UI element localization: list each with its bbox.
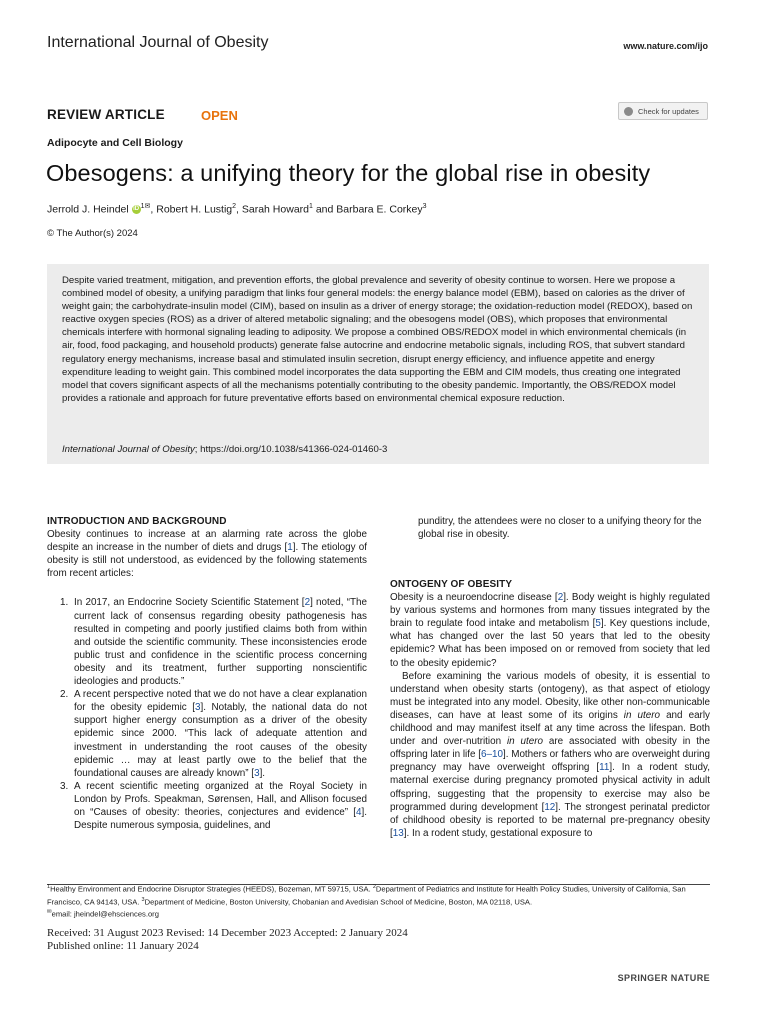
doi-link[interactable]: ; https://doi.org/10.1038/s41366-024-01460-3 bbox=[194, 444, 388, 455]
abstract-box bbox=[47, 264, 709, 464]
copyright: © The Author(s) 2024 bbox=[47, 228, 138, 239]
abstract-text: Despite varied treatment, mitigation, and prevention efforts, the global prevalence and severity of obesity continue to worsen. Here we propose a combined model of obesity, a unifying paradigm that links four general models: the energy balance model (EBM), based on calories as the driver of weight gain; the carbohydrate-insulin model (CIM), based on insulin as a driver of energy storage; the oxidation-reduction model (REDOX), based on reactive oxygen species (ROS) as a driver of altered metabolic signaling; and the obesogens model (OBS), which proposes that environmental chemicals interfere with hormonal signaling leading to adiposity. We propose a combined OBS/REDOX model in which environmental chemicals (in air, food, food packaging, and household products) generate false autocrine and endocrine metabolic signals, including ROS, that subvert standard regulatory energy mechanisms, increase basal and stimulated insulin secretion, disrupt energy efficiency, and influence appetite and energy expenditure leading to weight gain. This combined model incorporates the data supporting the EBM and CIM models, thus creating one integrated model that covers significant aspects of all the mechanisms potentially contributing to the obesity pandemic. Importantly, the OBS/REDOX model provides a rationale and approach for future preventative efforts based on environmental chemical exposure reduction. bbox=[62, 275, 693, 404]
envelope-icon[interactable]: ✉ bbox=[144, 203, 151, 210]
article-title: Obesogens: a unifying theory for the global rise in obesity bbox=[46, 160, 651, 186]
author-email[interactable]: email: jheindel@ehsciences.org bbox=[51, 909, 159, 919]
reference-link[interactable]: 3 bbox=[254, 767, 260, 779]
list-item: 3. A recent scientific meeting organized at the Royal Society in London by Profs. Speakman, Sørensen, Hall, and Allison focused on “Causes of obesity: theories, conjectures and evidence” [4]. Despite numerous symposia, guidelines, and bbox=[71, 780, 367, 832]
author-list: Jerrold J. Heindel iD $^{1✉}$, Robert H. Lustig$^2$, Sarah Howard$^1$ and Barbara E. Corkey$^3$ bbox=[47, 203, 427, 216]
reference-link[interactable]: 3 bbox=[194, 702, 201, 714]
publisher-logo: SPRINGER NATURE bbox=[617, 973, 710, 983]
reference-link[interactable]: 2 bbox=[557, 592, 564, 604]
received-dates: Received: 31 August 2023 Revised: 14 December 2023 Accepted: 2 January 2024 bbox=[47, 927, 408, 939]
check-updates-icon bbox=[624, 107, 633, 116]
journal-url-link[interactable]: www.nature.com/ijo bbox=[623, 41, 708, 51]
published-date: Published online: 11 January 2024 bbox=[47, 940, 199, 952]
right-column-top bbox=[390, 515, 710, 541]
author-link[interactable]: Sarah Howard bbox=[241, 203, 309, 216]
open-access-label: OPEN bbox=[201, 108, 238, 123]
affil-sup: 1 bbox=[140, 203, 145, 210]
ontogeny-paragraph: Before examining the various models of obesity, it is essential to understand when obesity starts (ontogeny), as that aspect of etiology must be integrated into any model. Obesity, like other non-communicable diseases, can have at least some of its origins in utero and early childhood and may manifest itself at any time across the lifespan. Both under and over-nutrition in utero are associated with obesity in the offspring later in life [6–10]. Mothers or fathers who are overweight during pregnancy may have overweight offspring [11]. In a rodent study, maternal exercise during pregnancy promoted physical activity in adult offspring, suggesting that the propensity to exercise may also be programmed during development [12]. The strongest perinatal predictor of childhood obesity is reported to be maternal pre-pregnancy obesity [13]. In a rodent study, gestational exposure to bbox=[390, 670, 710, 839]
journal-title: International Journal of Obesity bbox=[47, 34, 269, 51]
reference-link[interactable]: 13 bbox=[392, 827, 404, 839]
affil-sup: 1 bbox=[309, 203, 313, 210]
reference-link[interactable]: 5 bbox=[595, 618, 601, 630]
ontogeny-section bbox=[390, 578, 710, 840]
envelope-icon: ✉ bbox=[47, 909, 52, 916]
author-link[interactable]: Barbara E. Corkey bbox=[336, 203, 423, 216]
article-dates bbox=[47, 927, 408, 953]
list-item-continuation: punditry, the attendees were no closer to a unifying theory for the global rise in obesity. bbox=[418, 516, 702, 541]
intro-paragraph: Obesity continues to increase at an alarming rate across the globe despite an increase in the number of diets and drugs [1]. The etiology of obesity is still not understood, as evidenced by the following statements from recent articles: bbox=[47, 529, 367, 580]
reference-link[interactable]: 6–10 bbox=[481, 749, 503, 761]
affiliations: $^1$Healthy Environment and Endocrine Disruptor Strategies (HEEDS), Bozeman, MT 59715, USA. $^2$Department of Pediatrics and Institute for Health Policy Studies, University of California, San Francisco, CA 94143, USA. $^3$Department of Medicine, Boston University, Chobanian and Avedisian School of Medicine, Boston, MA 02118, USA. ✉email: jheindel@ehsciences.org bbox=[47, 884, 686, 919]
subject-category: Adipocyte and Cell Biology bbox=[47, 137, 183, 149]
list-item: 1. In 2017, an Endocrine Society Scientific Statement [2] noted, “The current lack of consensus regarding obesity pathogenesis has resulted in competing and poorly justified claims both from within and outside the scientific community. These inconsistencies erode public trust and confidence in the scientific process concerning obesity and its treatment, further supporting nonscientific ideologies and products.” bbox=[71, 596, 367, 688]
orcid-icon[interactable]: iD bbox=[133, 206, 140, 213]
affil-sup: 2 bbox=[232, 203, 237, 210]
reference-link[interactable]: 11 bbox=[599, 762, 610, 774]
reference-link[interactable]: 12 bbox=[544, 801, 556, 813]
citation-journal: International Journal of Obesity bbox=[62, 444, 195, 455]
intro-heading: INTRODUCTION AND BACKGROUND bbox=[47, 516, 227, 527]
ontogeny-heading: ONTOGENY OF OBESITY bbox=[390, 579, 513, 590]
affil-sup: 3 bbox=[422, 203, 427, 210]
reference-link[interactable]: 2 bbox=[304, 597, 311, 609]
ontogeny-paragraph: Obesity is a neuroendocrine disease [2]. Body weight is highly regulated by various systems and hormones from many tissues integrated by the brain to regulate food intake and metabolism [5]. Key questions include, what has changed over the last 50 years that led to the obesity epidemic? What has been imposed on or removed from society that led to the obesity epidemic? bbox=[390, 592, 711, 669]
left-column bbox=[47, 515, 367, 832]
article-type: REVIEW ARTICLE bbox=[47, 107, 165, 122]
citation bbox=[62, 444, 387, 455]
author-link[interactable]: Robert H. Lustig bbox=[156, 203, 233, 216]
list-item: 2. A recent perspective noted that we do not have a clear explanation for the obesity epidemic [3]. Notably, the national data do not support higher energy consumption as a driver of the obesity epidemic since 2000. “This lack of adequate attention and investment in understanding the root causes of the obesity epidemic … may at least partly owe to the belief that the foundational causes are already known” [3]. bbox=[71, 688, 367, 780]
reference-link[interactable]: 4 bbox=[356, 806, 362, 818]
author-link[interactable]: Jerrold J. Heindel bbox=[47, 203, 129, 216]
statement-list bbox=[47, 596, 367, 832]
check-updates-label: Check for updates bbox=[638, 106, 699, 116]
check-for-updates-button[interactable] bbox=[618, 102, 708, 120]
reference-link[interactable]: 1 bbox=[287, 542, 293, 554]
